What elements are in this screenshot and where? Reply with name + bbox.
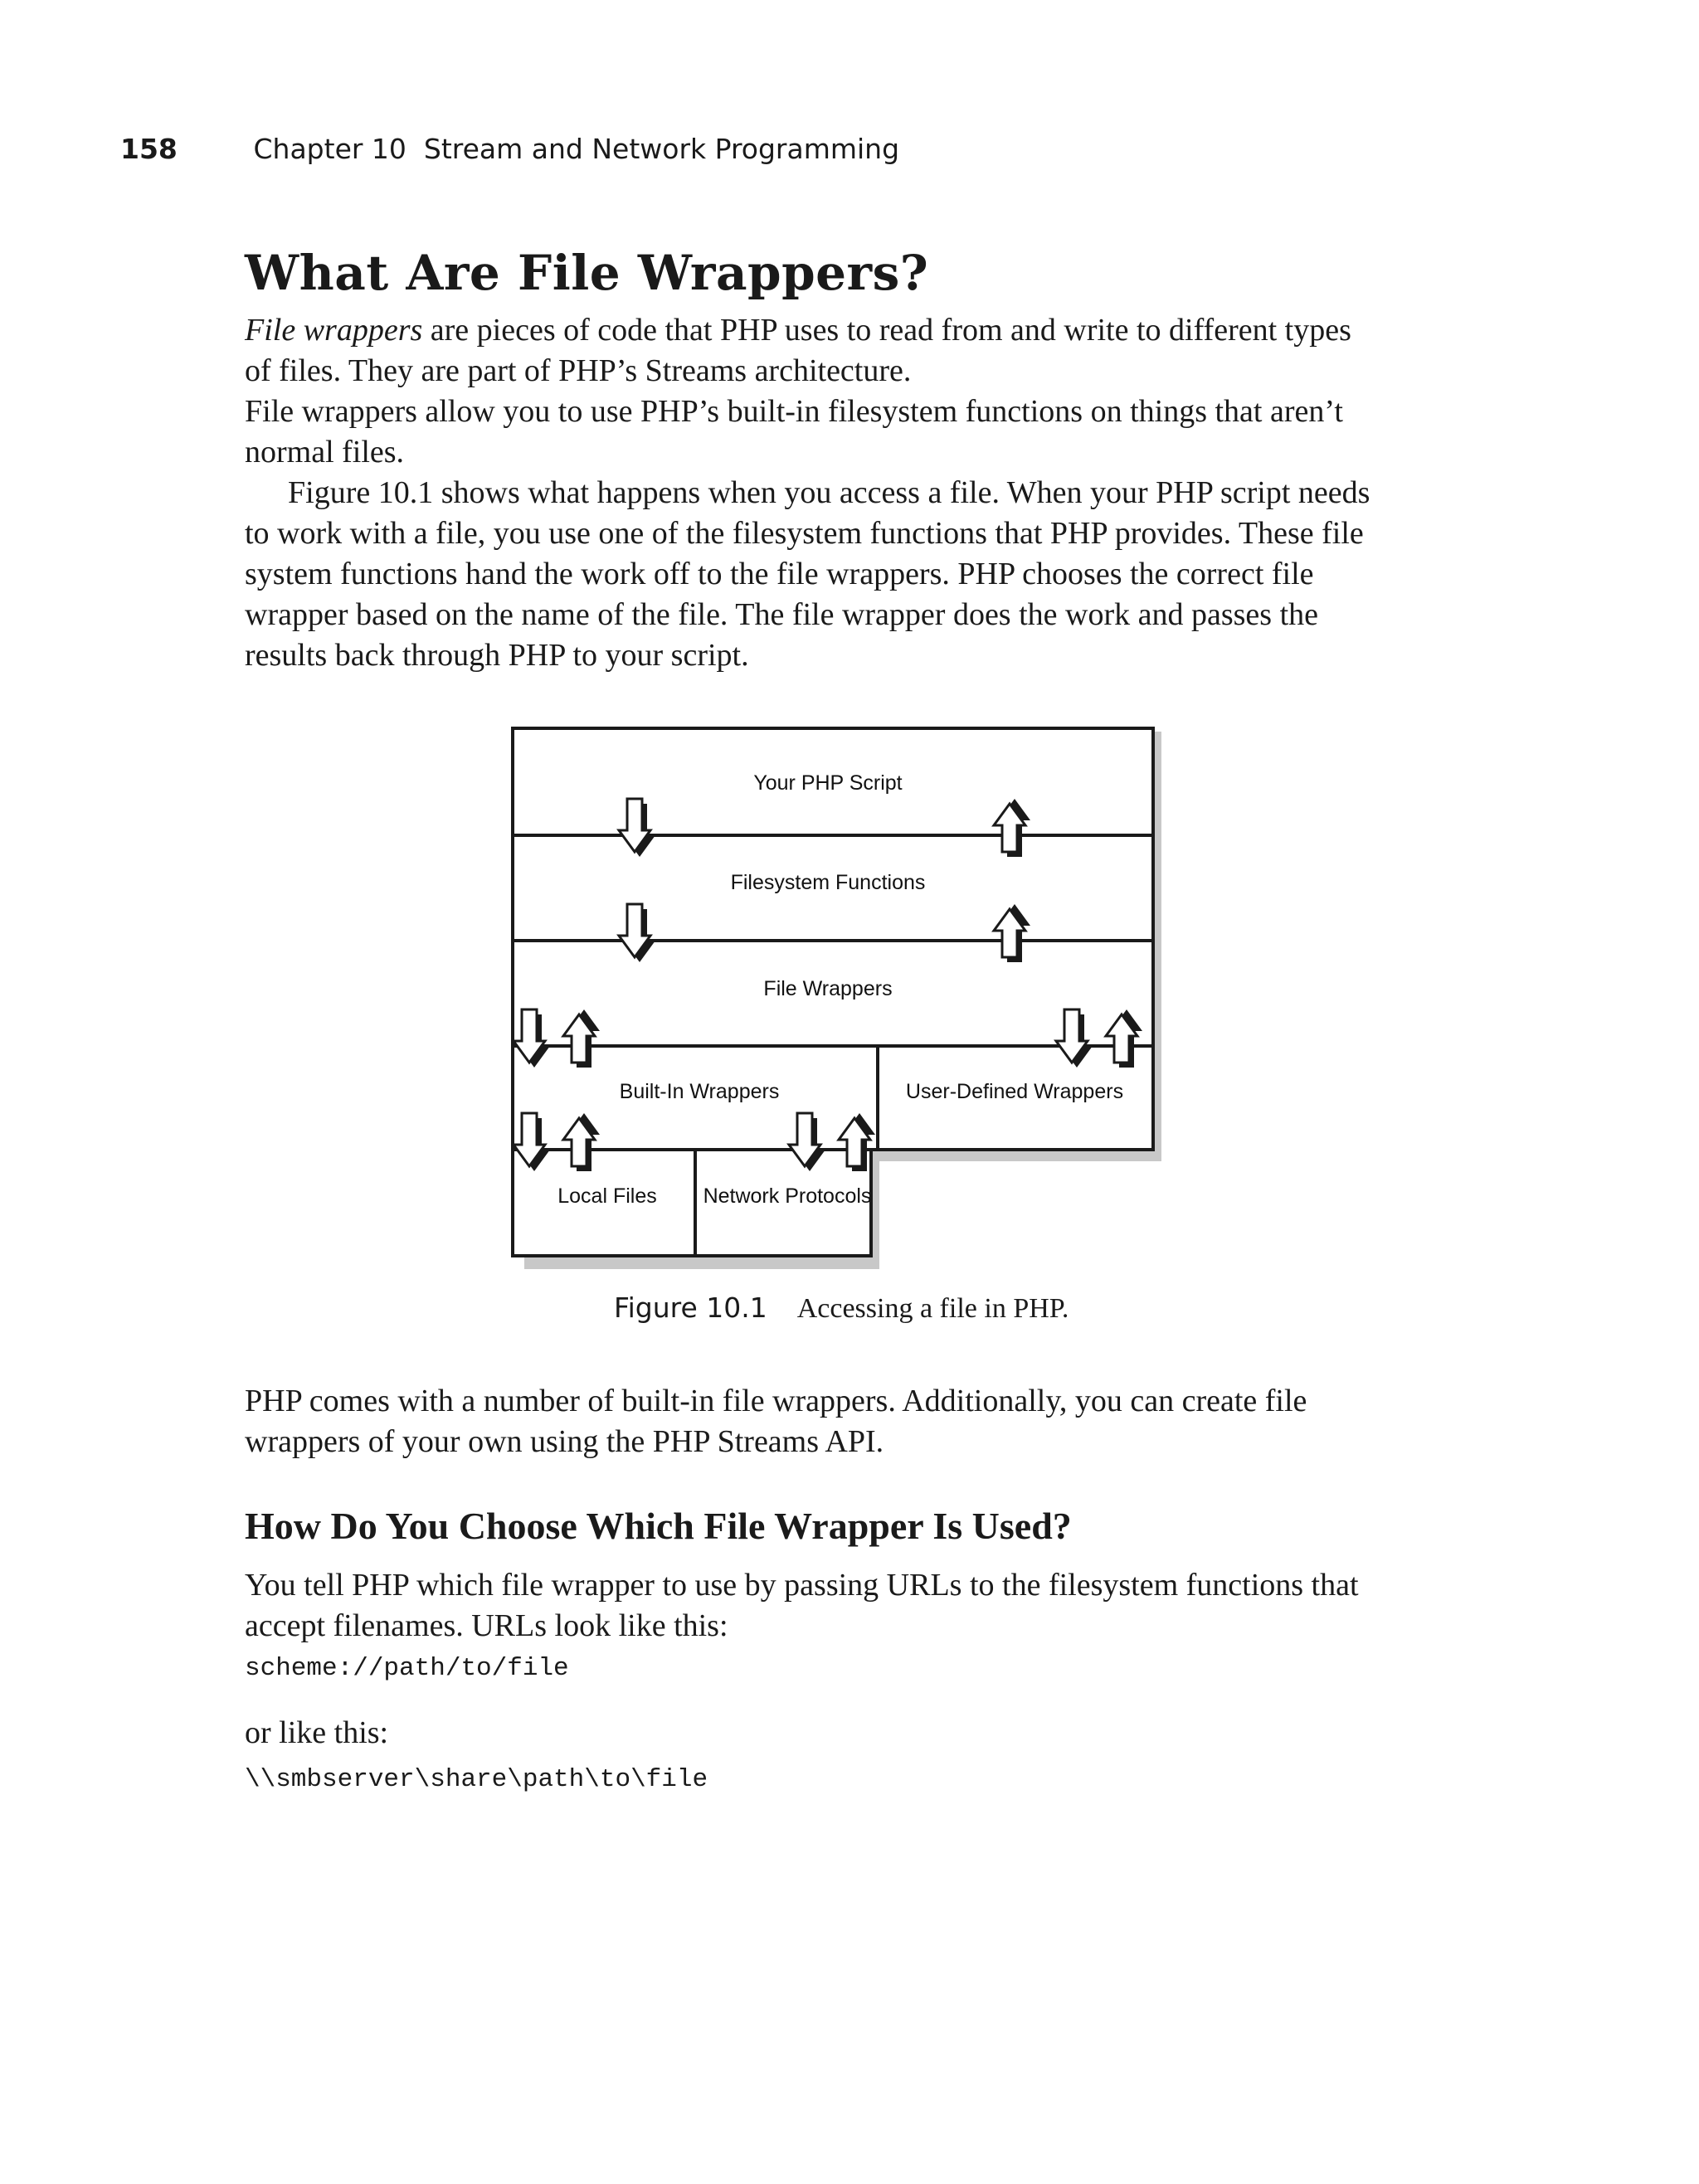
layer-label-network: Network Protocols [703, 1184, 872, 1208]
code-sample-url: scheme://path/to/file [245, 1654, 569, 1683]
figure-caption [614, 1291, 1069, 1325]
paragraph-definition [245, 310, 1448, 392]
paragraph-text: Figure 10.1 shows what happens when you access a file. When your PHP script needs [288, 475, 1370, 510]
paragraph-text: system functions hand the work off to the file wrappers. PHP chooses the correct file [245, 557, 1314, 591]
paragraph-text: to work with a file, you use one of the filesystem functions that PHP provides. These file [245, 516, 1364, 551]
paragraph-or: or like this: [245, 1715, 389, 1750]
figure-file-wrapper-layers [506, 722, 1170, 1269]
layer-label-builtin: Built-In Wrappers [619, 1080, 780, 1103]
layer-label-script: Your PHP Script [753, 771, 903, 795]
layer-label-local: Local Files [557, 1184, 657, 1208]
paragraph-text: of files. They are part of PHP’s Streams architecture. [245, 353, 912, 388]
caption-label: Figure 10.1 [614, 1291, 767, 1324]
paragraph-text: You tell PHP which file wrapper to use by passing URLs to the filesystem functions that [245, 1568, 1359, 1603]
chapter-title: Chapter 10 Stream and Network Programming [253, 133, 900, 165]
term-file-wrappers: File wrappers [245, 313, 423, 348]
layer-label-functions: Filesystem Functions [730, 871, 926, 894]
paragraph-text: PHP comes with a number of built-in file wrappers. Additionally, you can create file [245, 1384, 1307, 1418]
paragraph-figure-description [245, 473, 1448, 676]
page-number: 158 [120, 133, 178, 165]
layer-label-userdefined: User-Defined Wrappers [905, 1080, 1124, 1103]
paragraph-text: accept filenames. URLs look like this: [245, 1608, 728, 1643]
paragraph-text: File wrappers allow you to use PHP’s built-in filesystem functions on things that aren’t [245, 394, 1343, 429]
paragraph-text: are pieces of code that PHP uses to read from and write to different types [422, 313, 1351, 348]
paragraph-urls [245, 1565, 1448, 1647]
layer-label-wrappers: File Wrappers [763, 977, 893, 1000]
paragraph-text: wrapper based on the name of the file. The file wrapper does the work and passes the [245, 597, 1319, 632]
paragraph-text: results back through PHP to your script. [245, 638, 749, 673]
section-heading: What Are File Wrappers? [245, 245, 929, 301]
subsection-heading: How Do You Choose Which File Wrapper Is Used? [245, 1505, 1072, 1547]
running-head [120, 133, 899, 165]
caption-text: Accessing a file in PHP. [796, 1293, 1069, 1324]
code-sample-unc-path: \\smbserver\share\path\to\file [245, 1765, 708, 1794]
paragraph-builtin-wrappers [245, 1381, 1448, 1462]
paragraph-text: normal files. [245, 435, 405, 469]
paragraph-text: wrappers of your own using the PHP Streams API. [245, 1424, 884, 1459]
paragraph-usage [245, 392, 1448, 473]
